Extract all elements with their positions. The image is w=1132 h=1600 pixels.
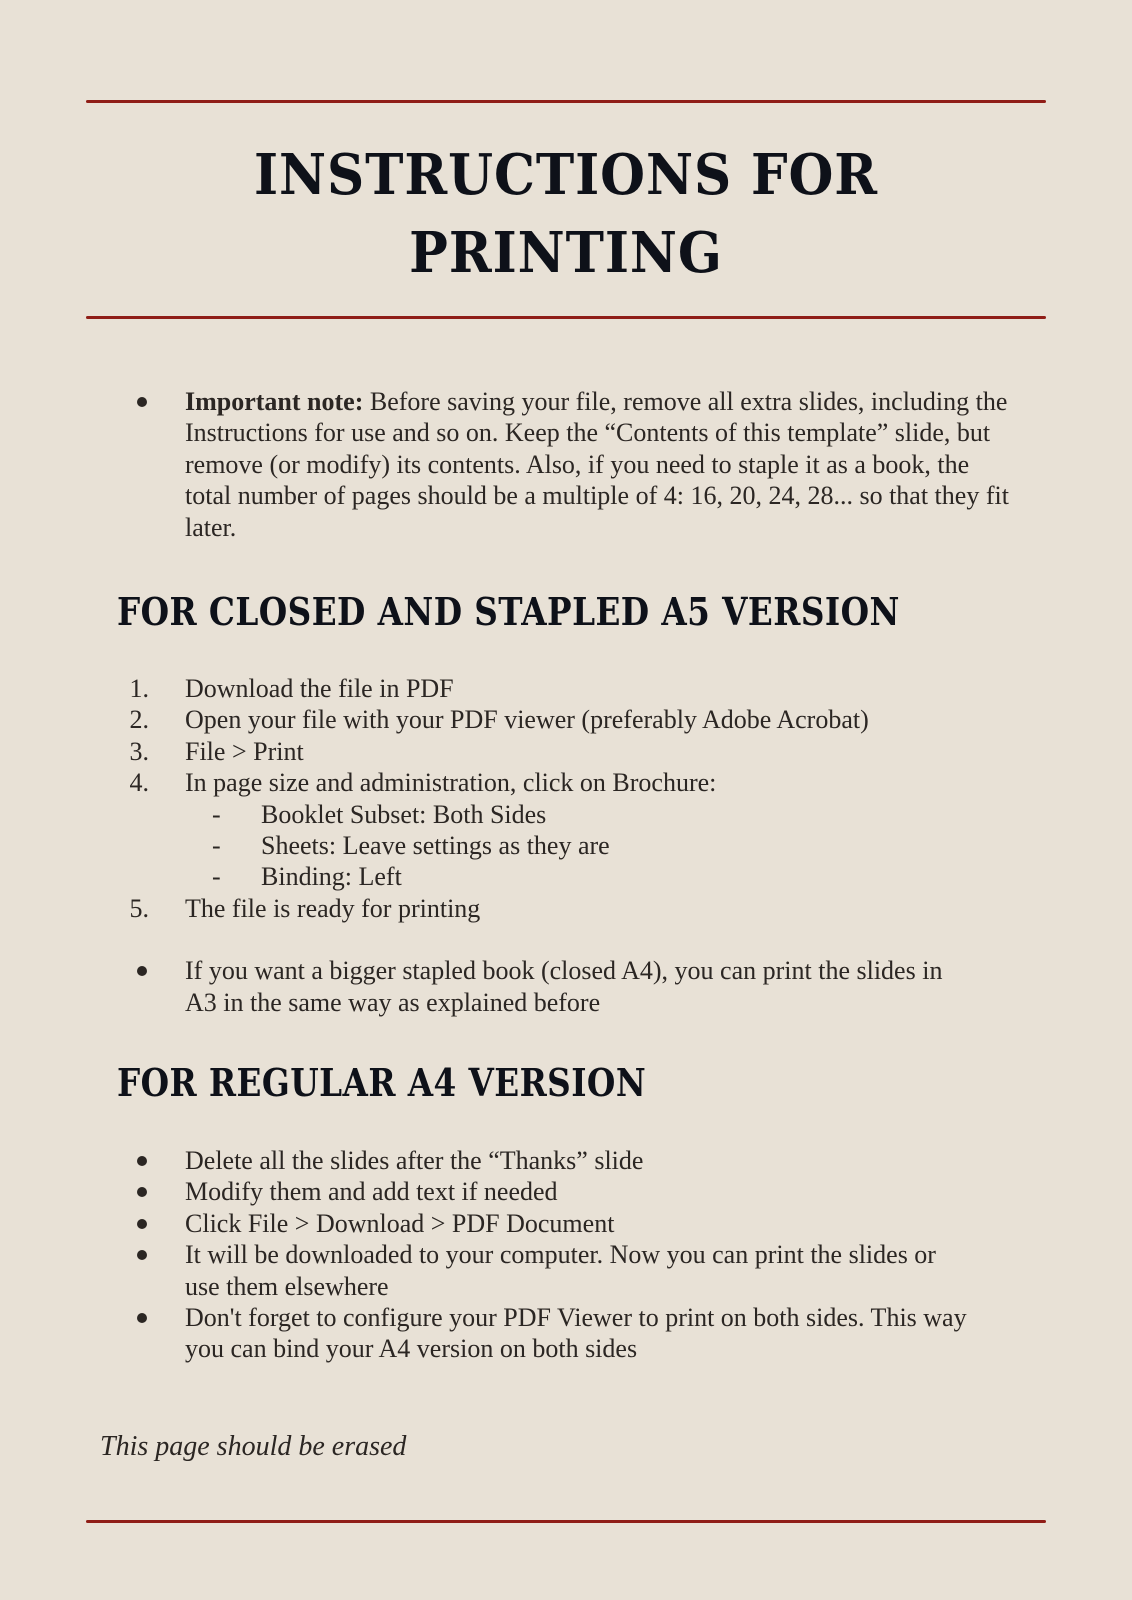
bullet-text: If you want a bigger stapled book (closed A4), you can print the slides in A3 in the same way as explained before: [185, 956, 943, 1017]
list-item: [130, 1208, 1010, 1239]
sub-list-item: [130, 799, 1010, 830]
step-text: The file is ready for printing: [185, 893, 481, 923]
page-title: [45, 136, 1086, 292]
bullet-icon: [137, 1187, 147, 1197]
important-note-label: Important note:: [185, 387, 364, 416]
page-title-line-1: INSTRUCTIONS FOR: [253, 142, 879, 208]
bullet-icon: [137, 397, 147, 407]
step-number: 5.: [129, 893, 149, 923]
step-number: 4.: [129, 768, 149, 798]
bullet-icon: [137, 1156, 147, 1166]
important-note-item: [130, 386, 1010, 543]
list-item: [130, 704, 1010, 735]
step-text: Open your file with your PDF viewer (preferably Adobe Acrobat): [185, 705, 869, 735]
step-text: File > Print: [185, 736, 304, 766]
list-item: [130, 1302, 1010, 1365]
step-number: 3.: [129, 736, 149, 766]
bullet-icon: [137, 1219, 147, 1229]
dash-marker: -: [212, 799, 221, 829]
sub-item-text: Sheets: Leave settings as they are: [261, 831, 610, 861]
sub-list-item: [130, 830, 1010, 861]
sub-item-text: Binding: Left: [261, 862, 402, 892]
list-item: [130, 893, 1010, 924]
step-number: 2.: [129, 705, 149, 735]
step-number: 1.: [129, 674, 149, 703]
spacer: [130, 924, 1010, 955]
list-item: [130, 736, 1010, 767]
list-item: [130, 1145, 1010, 1176]
sub-item-text: Booklet Subset: Both Sides: [261, 799, 547, 829]
footer-note: This page should be erased: [100, 1431, 407, 1462]
dash-marker: -: [212, 831, 221, 861]
bullet-text: Click File > Download > PDF Document: [185, 1208, 615, 1238]
list-item: [130, 673, 1010, 704]
list-item: [130, 1239, 975, 1302]
bullet-text: Don't forget to configure your PDF Viewer to print on both sides. This way you can bind your A4 version on both sides: [185, 1303, 967, 1364]
page-title-line-2: PRINTING: [409, 220, 723, 286]
step-text: Download the file in PDF: [185, 674, 454, 703]
list-item: [130, 767, 1010, 798]
bullet-text: Delete all the slides after the “Thanks” slide: [185, 1146, 644, 1175]
bullet-icon: [137, 966, 147, 976]
dash-marker: -: [212, 862, 221, 892]
list-item: [130, 1176, 1010, 1207]
step-text: In page size and administration, click on Brochure:: [185, 768, 717, 798]
section-heading-a4: FOR REGULAR A4 VERSION: [117, 1060, 647, 1105]
list-item: [130, 955, 975, 1018]
bullet-icon: [137, 1250, 147, 1260]
important-note: [130, 386, 1010, 543]
bullet-text: It will be downloaded to your computer. Now you can print the slides or use them elsewhere: [185, 1240, 936, 1301]
sub-list-item: [130, 861, 1010, 892]
section-heading-a5: FOR CLOSED AND STAPLED A5 VERSION: [117, 589, 900, 634]
important-note-text: Before saving your file, remove all extra slides, including the Instructions for use and so on. Keep the “Contents of this template” slide, but remove (or modify) its contents. Also, if you need to staple it as a book, the total number of pages should be a multiple of 4: 16, 20, 24, 28... so that they fit later.: [185, 387, 1009, 542]
a4-bullets-list: [130, 1145, 1010, 1365]
bottom-rule: [86, 1520, 1046, 1523]
bullet-icon: [137, 1313, 147, 1323]
top-rule: [86, 100, 1046, 103]
bullet-text: Modify them and add text if needed: [185, 1177, 558, 1207]
a5-steps-list: [130, 673, 1010, 1018]
title-bottom-rule: [86, 316, 1046, 319]
